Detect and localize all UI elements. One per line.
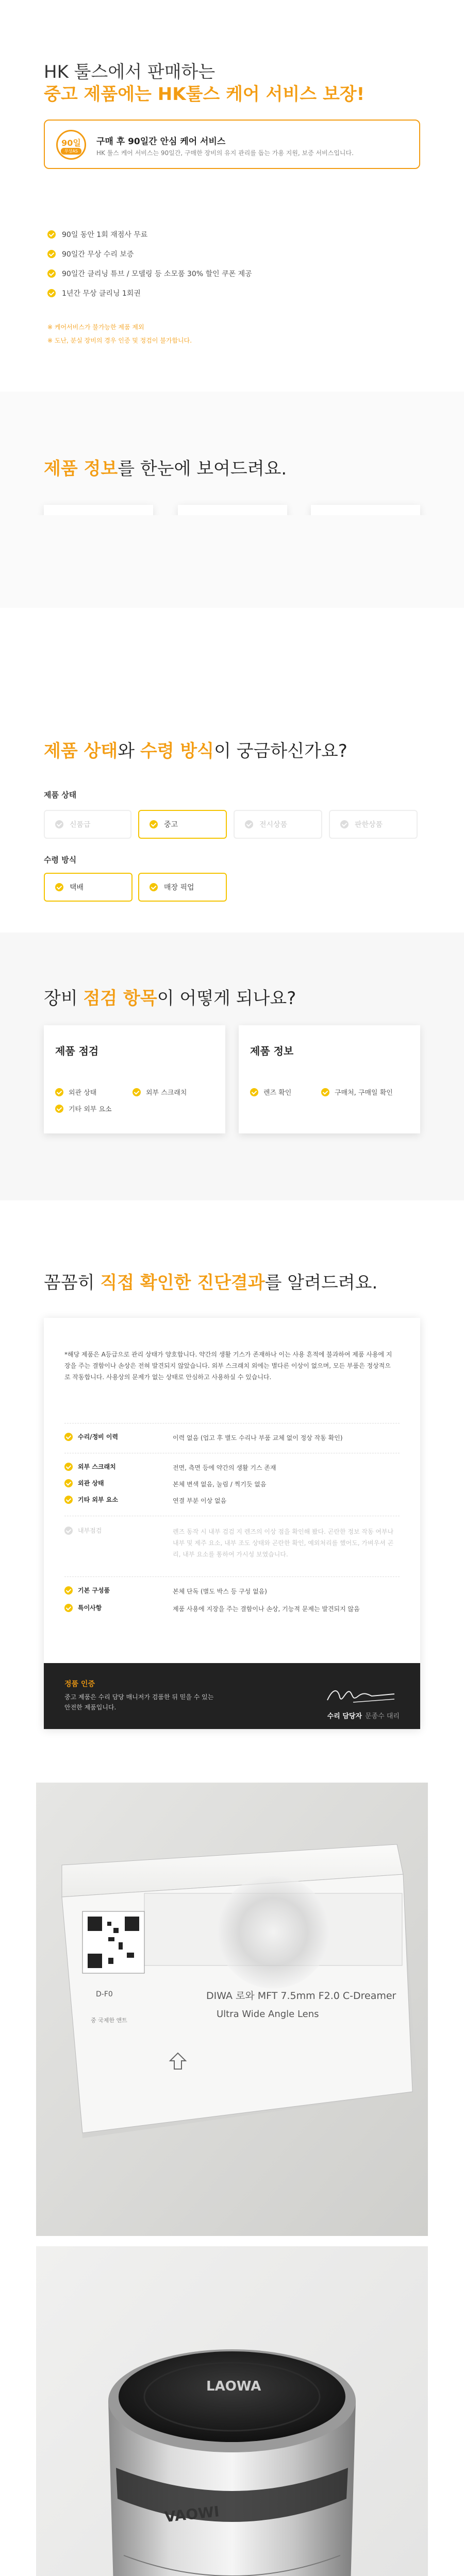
check-icon	[64, 1604, 73, 1612]
heading-rest: 를 한눈에 보여드려요.	[118, 459, 287, 479]
footer-text: 중고 제품은 수리 담당 매니저가 검품한 뒤 믿을 수 있는 안전한 제품입니다.	[64, 1693, 214, 1711]
check-icon	[47, 289, 56, 297]
section-heading	[44, 1268, 377, 1294]
card-row	[132, 1087, 187, 1097]
heading-rest: 이 어떻게 되나요?	[157, 988, 296, 1009]
option-label: 매장 픽업	[164, 884, 194, 892]
diagnosis-section	[0, 1200, 464, 1767]
diagnosis-footer	[44, 1663, 420, 1729]
check-icon	[55, 883, 63, 891]
care-service-desc: HK 툴스 케어 서비스는 90일간, 구매한 장비의 유지 관리를 돕는 가용 지원, 보증 서비스입니다.	[96, 149, 354, 157]
manager-label: 수리 담당자	[327, 1713, 362, 1720]
option-label: 신품급	[70, 821, 91, 829]
badge-top: 90일	[61, 138, 81, 148]
badge-bottom: 무상AS	[61, 148, 81, 155]
row-value: 렌즈 동작 시 내부 검검 지 렌즈의 이상 점을 확인해 봤다. 곤란한 정보 작동 여부나 내부 및 제주 요소, 내부 조도 상태와 곤란한 확인, 예외처리를 했어도, 가벼우셔 곤리, 내부 요소를 통하여 가시성 보였습니다.	[173, 1528, 394, 1558]
card-heading: 제품 정보	[250, 1043, 293, 1058]
row-value: 제품 사용에 지장을 주는 결함이나 손상, 기능적 문제는 발견되지 않음	[173, 1605, 360, 1613]
product-info-section	[0, 392, 464, 515]
row-value: 이력 없음 (업고 후 별도 수리나 부품 교체 없이 정상 작동 확인)	[173, 1434, 343, 1442]
diagnosis-row	[64, 1603, 400, 1615]
ninety-day-badge-icon	[56, 130, 86, 160]
section-heading	[44, 737, 347, 762]
card-heading: 제품 점검	[55, 1043, 98, 1058]
check-icon	[55, 1105, 63, 1113]
list-item	[47, 264, 252, 283]
row-label: 외부 스크래치	[78, 1463, 116, 1470]
inspection-card-check	[44, 1025, 225, 1133]
row-label: 특이사항	[78, 1604, 102, 1612]
heading-bold: 직접 확인한 진단결과	[100, 1273, 265, 1293]
list-item	[47, 283, 252, 303]
condition-option-selected	[138, 810, 227, 839]
diagnosis-row	[64, 1462, 400, 1473]
benefit-text: 90일 동안 1회 재점사 무료	[62, 231, 148, 239]
manager-info	[327, 1710, 400, 1720]
benefit-text: 90일간 클리닝 튜브 / 모델링 등 소모품 30% 할인 쿠폰 제공	[62, 270, 252, 278]
heading-rest: 이 궁금하신가요?	[214, 741, 347, 761]
benefit-list	[47, 225, 252, 303]
diagnosis-intro: *해당 제품은 A등급으로 관리 상태가 양호합니다. 약간의 생활 기스가 존재하나 이는 사용 흔적에 불과하여 제품 사용에 지장을 주는 결함이나 손상은 전혀 발견되지 않았습니다. 외부 스크래치 외에는 별다른 이상이 없으며, 모든 부품은 정상적으로 작동합니다. 사용상의 문제가 없는 상태로 안심하고 사용하실 수 있습니다.	[64, 1351, 392, 1381]
condition-option	[44, 810, 131, 839]
benefit-text: 1년간 무상 클리닝 1회권	[62, 290, 141, 298]
diagnosis-row	[64, 1432, 400, 1444]
item-label: 구매처, 구매일 확인	[335, 1089, 393, 1097]
heading-pre: 장비	[44, 988, 84, 1009]
cap-brand: LAOWA	[206, 2379, 261, 2394]
box-code: D-F0	[96, 1990, 113, 1998]
list-item	[47, 225, 252, 244]
row-value: 본체 단독 (별도 박스 등 구성 없음)	[173, 1588, 267, 1595]
check-icon	[150, 883, 158, 891]
inspection-card-info	[239, 1025, 420, 1133]
option-label: 전시상품	[259, 821, 288, 829]
item-label: 외부 스크래치	[146, 1089, 187, 1097]
row-label: 수리/정비 이력	[78, 1433, 119, 1440]
section-heading	[44, 984, 296, 1009]
check-icon	[47, 230, 56, 239]
condition-label: 제품 상태	[44, 790, 77, 800]
signature-icon	[322, 1679, 400, 1709]
check-icon	[64, 1433, 73, 1441]
check-icon	[64, 1527, 73, 1535]
option-label: 중고	[164, 821, 178, 829]
heading-bold: 제품 상태	[44, 741, 118, 761]
lens-image	[36, 2246, 428, 2576]
diagnosis-row	[64, 1586, 400, 1597]
heading-mid: 와	[118, 741, 140, 761]
diagnosis-row-disabled	[64, 1526, 400, 1560]
care-service-heading: 구매 후 90일간 안심 케어 서비스	[96, 137, 226, 147]
care-service-box	[44, 120, 420, 169]
product-box-photo	[0, 1783, 464, 2236]
diagnosis-row	[64, 1495, 400, 1506]
row-value: 전면, 측면 등에 약간의 생활 기스 존재	[173, 1464, 276, 1471]
heading-bold: 점검 항목	[83, 988, 157, 1009]
card-row	[250, 1087, 291, 1097]
heading-bold: 제품 정보	[44, 459, 118, 479]
option-label: 택배	[70, 884, 84, 892]
lens-box-image	[36, 1783, 428, 2236]
box-subtitle: Ultra Wide Angle Lens	[217, 2009, 319, 2020]
check-icon	[55, 820, 63, 828]
box-side-text: 중 국제한 앤트	[91, 2017, 127, 2024]
option-label: 판한상품	[355, 821, 383, 829]
row-label: 기타 외부 요소	[78, 1496, 118, 1503]
row-value: 연결 부분 이상 없음	[173, 1497, 227, 1504]
item-label: 외관 상태	[69, 1089, 97, 1097]
diagnosis-row	[64, 1479, 400, 1490]
list-item	[47, 244, 252, 264]
section-heading	[44, 454, 287, 480]
row-label: 외관 상태	[78, 1480, 104, 1487]
box-title: DIWA 로와 MFT 7.5mm F2.0 C-Dreamer	[206, 1990, 396, 2002]
card-row	[55, 1087, 96, 1097]
check-icon	[150, 820, 158, 828]
receive-option-selected	[138, 873, 227, 902]
ring-brand: VAOWI	[163, 2503, 220, 2526]
row-value: 본체 변색 없음, 눌림 / 찍기듯 없음	[173, 1481, 267, 1488]
care-service-section	[0, 0, 464, 392]
check-icon	[64, 1496, 73, 1504]
check-icon	[47, 269, 56, 278]
item-label: 기타 외부 요소	[69, 1106, 112, 1113]
card-row	[55, 1104, 112, 1113]
check-icon	[321, 1088, 329, 1096]
condition-option	[234, 810, 322, 839]
diagnosis-document	[44, 1318, 420, 1729]
footer-heading: 정품 인증	[64, 1680, 95, 1688]
lens-photo	[0, 2246, 464, 2576]
benefit-text: 90일간 무상 수리 보증	[62, 250, 134, 259]
check-icon	[64, 1586, 73, 1595]
heading-pre: 꼼꼼히	[44, 1273, 101, 1293]
receive-option-selected	[44, 873, 132, 902]
check-icon	[340, 820, 349, 828]
check-icon	[47, 250, 56, 258]
section-spacer	[0, 515, 464, 608]
manager-name: 문종수 대리	[365, 1713, 400, 1720]
check-icon	[250, 1088, 258, 1096]
item-label: 렌즈 확인	[263, 1089, 292, 1097]
section-heading-highlight: 중고 제품에는 HK툴스 케어 서비스 보장!	[44, 84, 365, 105]
heading-rest: 를 알려드려요.	[264, 1273, 378, 1293]
section-heading: HK 툴스에서 판매하는	[44, 62, 216, 82]
check-icon	[132, 1088, 141, 1096]
check-icon	[64, 1463, 73, 1471]
check-icon	[245, 820, 253, 828]
receive-label: 수령 방식	[44, 855, 77, 865]
check-icon	[55, 1088, 63, 1096]
condition-section	[0, 608, 464, 933]
notice-text: ※ 케어서비스가 불가능한 제품 제외	[47, 324, 144, 331]
check-icon	[64, 1479, 73, 1487]
row-label: 기본 구성품	[78, 1587, 110, 1594]
inspection-section	[0, 933, 464, 1200]
notice-text: ※ 도난, 분실 장비의 경우 인증 및 정검이 불가합니다.	[47, 337, 192, 344]
heading-bold: 수령 방식	[140, 741, 214, 761]
card-row	[321, 1087, 393, 1097]
condition-option	[329, 810, 418, 839]
row-label: 내부점검	[78, 1527, 102, 1534]
